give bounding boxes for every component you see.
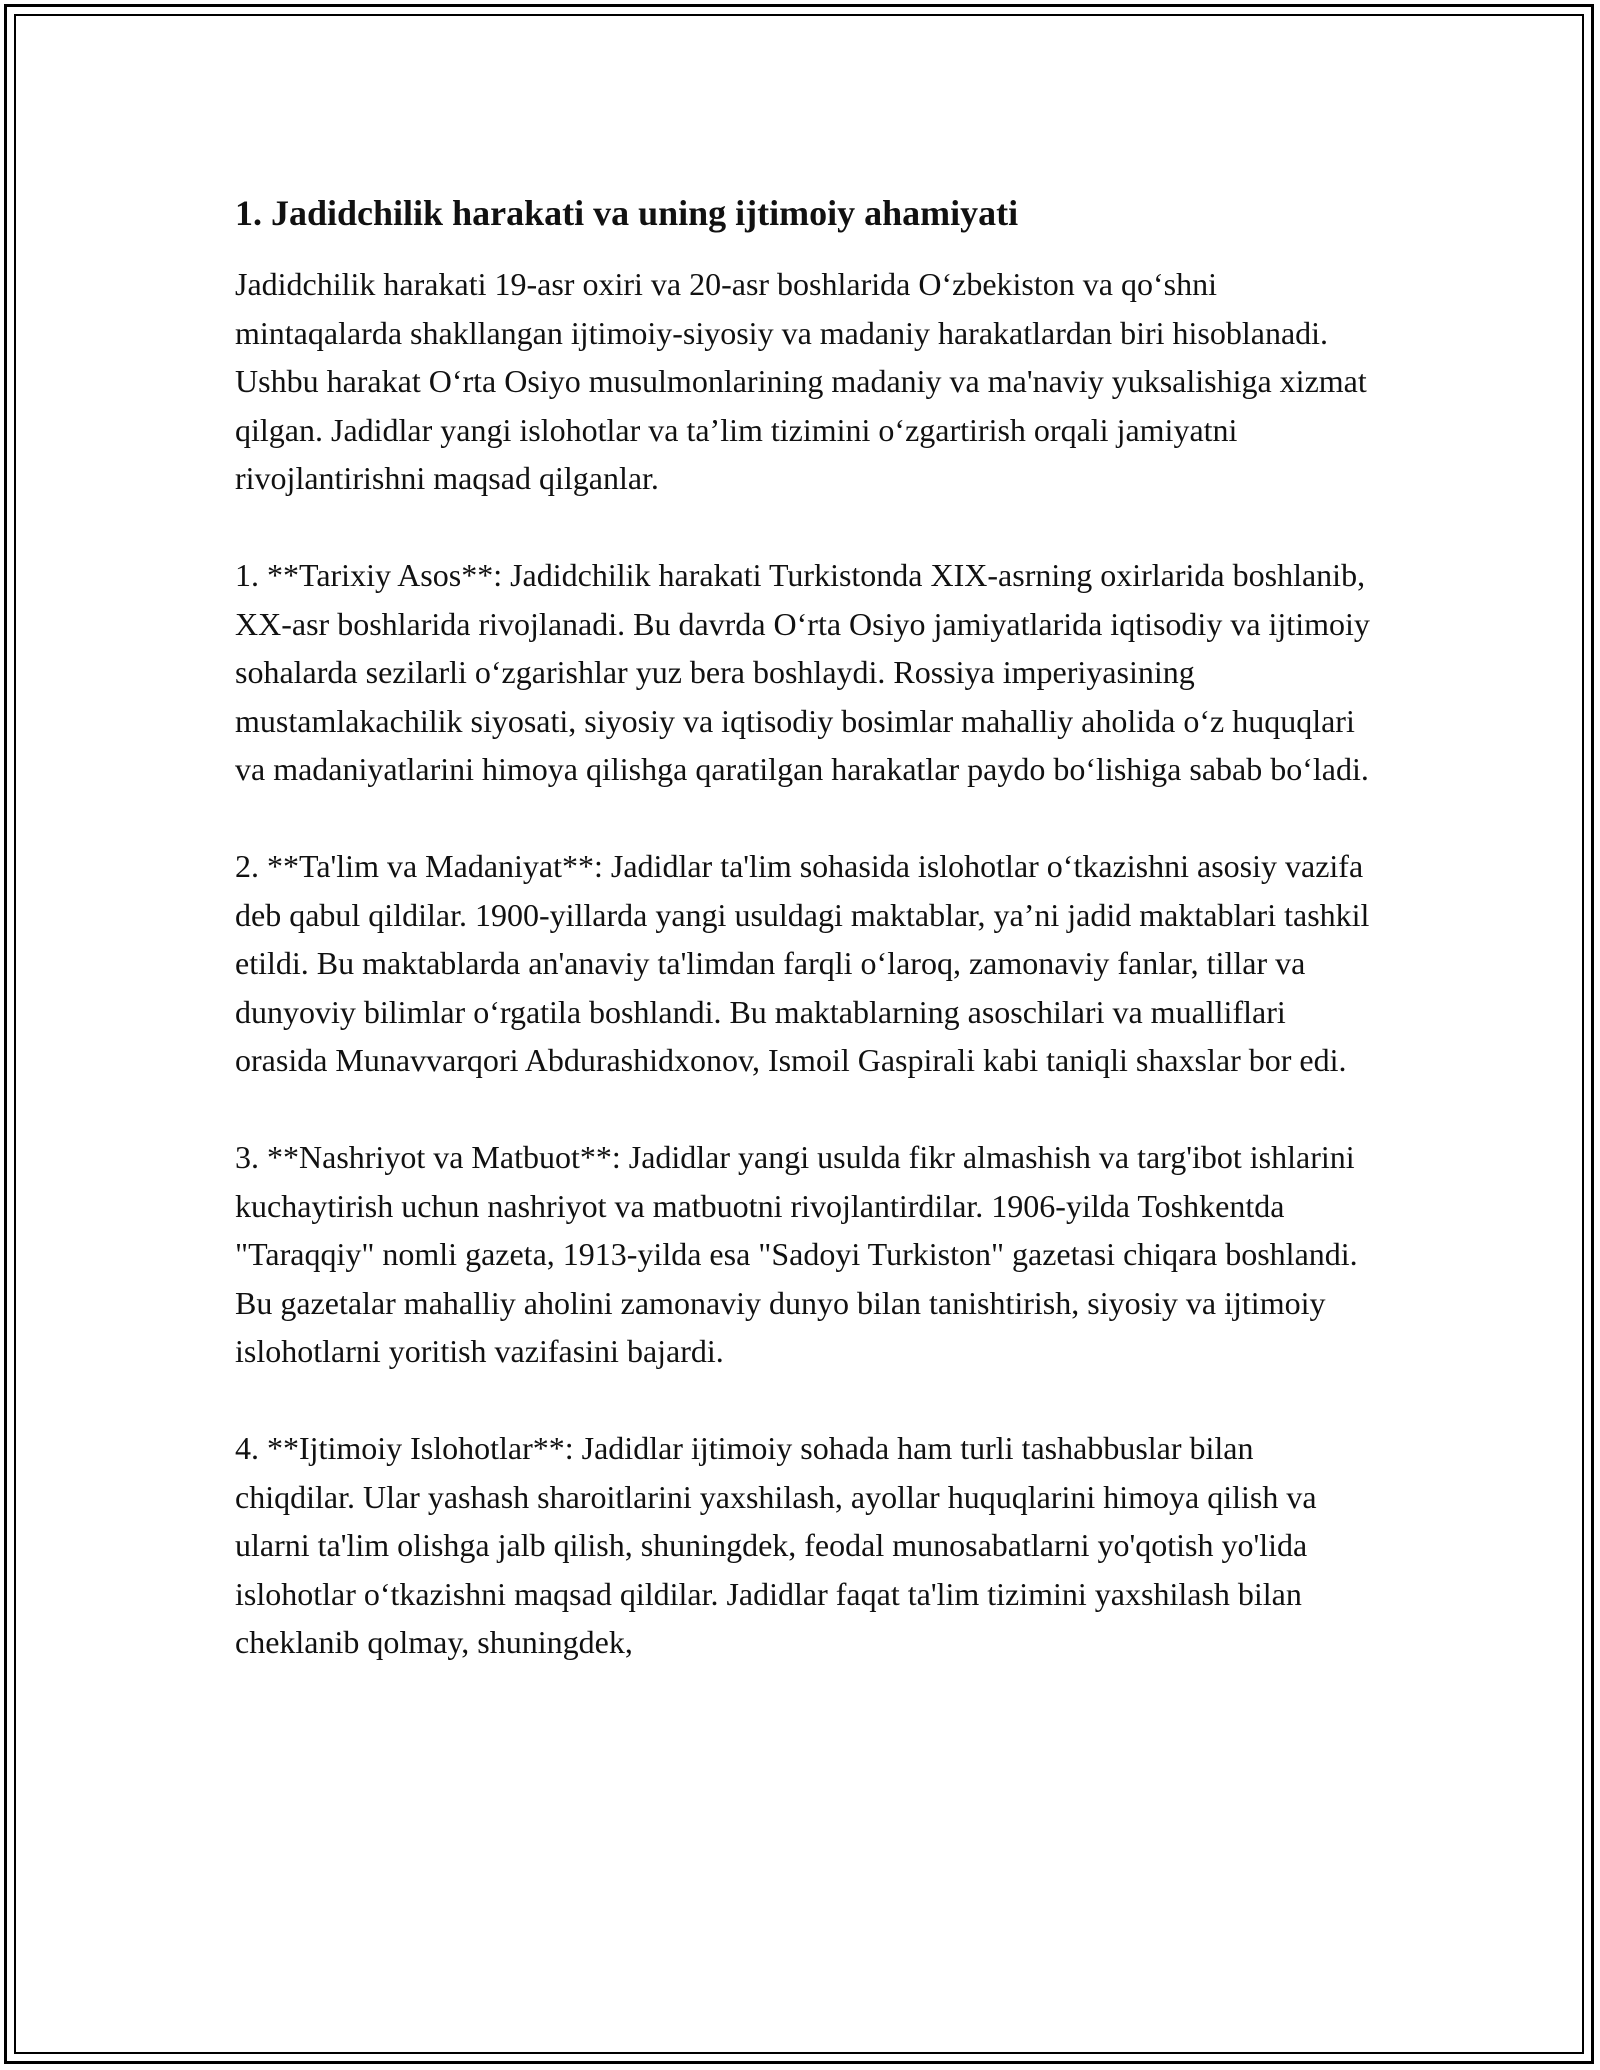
intro-paragraph: Jadidchilik harakati 19-asr oxiri va 20-asr boshlarida O‘zbekiston va qo‘shni mintaqalarda shakllangan ijtimoiy-siyosiy va madaniy harakatlardan biri hisoblanadi. Ushbu harakat O‘rta Osiyo musulmonlarining madaniy va ma'naviy yuksalishiga xizmat qilgan. Jadidlar yangi islohotlar va ta’lim tizimini o‘zgartirish orqali jamiyatni rivojlantirishni maqsad qilganlar. bbox=[235, 266, 1367, 496]
paragraph-historical-basis: 1. **Tarixiy Asos**: Jadidchilik harakati Turkistonda XIX-asrning oxirlarida boshlanib, XX-asr boshlarida rivojlanadi. Bu davrda O‘rta Osiyo jamiyatlarida iqtisodiy va ijtimoiy sohalarda sezilarli o‘zgarishlar yuz bera boshlaydi. Rossiya imperiyasining mustamlakachilik siyosati, siyosiy va iqtisodiy bosimlar mahalliy aholida o‘z huquqlari va madaniyatlarini himoya qilishga qaratilgan harakatlar paydo bo‘lishiga sabab bo‘ladi. bbox=[235, 557, 1370, 787]
document-title: 1. Jadidchilik harakati va uning ijtimoiy ahamiyati bbox=[235, 193, 1019, 233]
paragraph-education-culture: 2. **Ta'lim va Madaniyat**: Jadidlar ta'lim sohasida islohotlar o‘tkazishni asosiy vazifa deb qabul qildilar. 1900-yillarda yangi usuldagi maktablar, ya’ni jadid maktablari tashkil etildi. Bu maktablarda an'anaviy ta'limdan farqli o‘laroq, zamonaviy fanlar, tillar va dunyoviy bilimlar o‘rgatila boshlandi. Bu maktablarning asoschilari va mualliflari orasida Munavvarqori Abdurashidxonov, Ismoil Gaspirali kabi taniqli shaxslar bor edi. bbox=[235, 848, 1370, 1078]
document-body bbox=[235, 190, 1375, 1667]
paragraph-publishing-press: 3. **Nashriyot va Matbuot**: Jadidlar yangi usulda fikr almashish va targ'ibot ishlarini kuchaytirish uchun nashriyot va matbuotni rivojlantirdilar. 1906-yilda Toshkentda "Taraqqiy" nomli gazeta, 1913-yilda esa "Sadoyi Turkiston" gazetasi chiqara boshlandi. Bu gazetalar mahalliy aholini zamonaviy dunyo bilan tanishtirish, siyosiy va ijtimoiy islohotlarni yoritish vazifasini bajardi. bbox=[235, 1139, 1358, 1369]
paragraph-social-reforms: 4. **Ijtimoiy Islohotlar**: Jadidlar ijtimoiy sohada ham turli tashabbuslar bilan chiqdilar. Ular yashash sharoitlarini yaxshilash, ayollar huquqlarini himoya qilish va ularni ta'lim olishga jalb qilish, shuningdek, feodal munosabatlarni yo'qotish yo'lida islohotlar o‘tkazishni maqsad qildilar. Jadidlar faqat ta'lim tizimini yaxshilash bilan cheklanib qolmay, shuningdek, bbox=[235, 1430, 1317, 1660]
